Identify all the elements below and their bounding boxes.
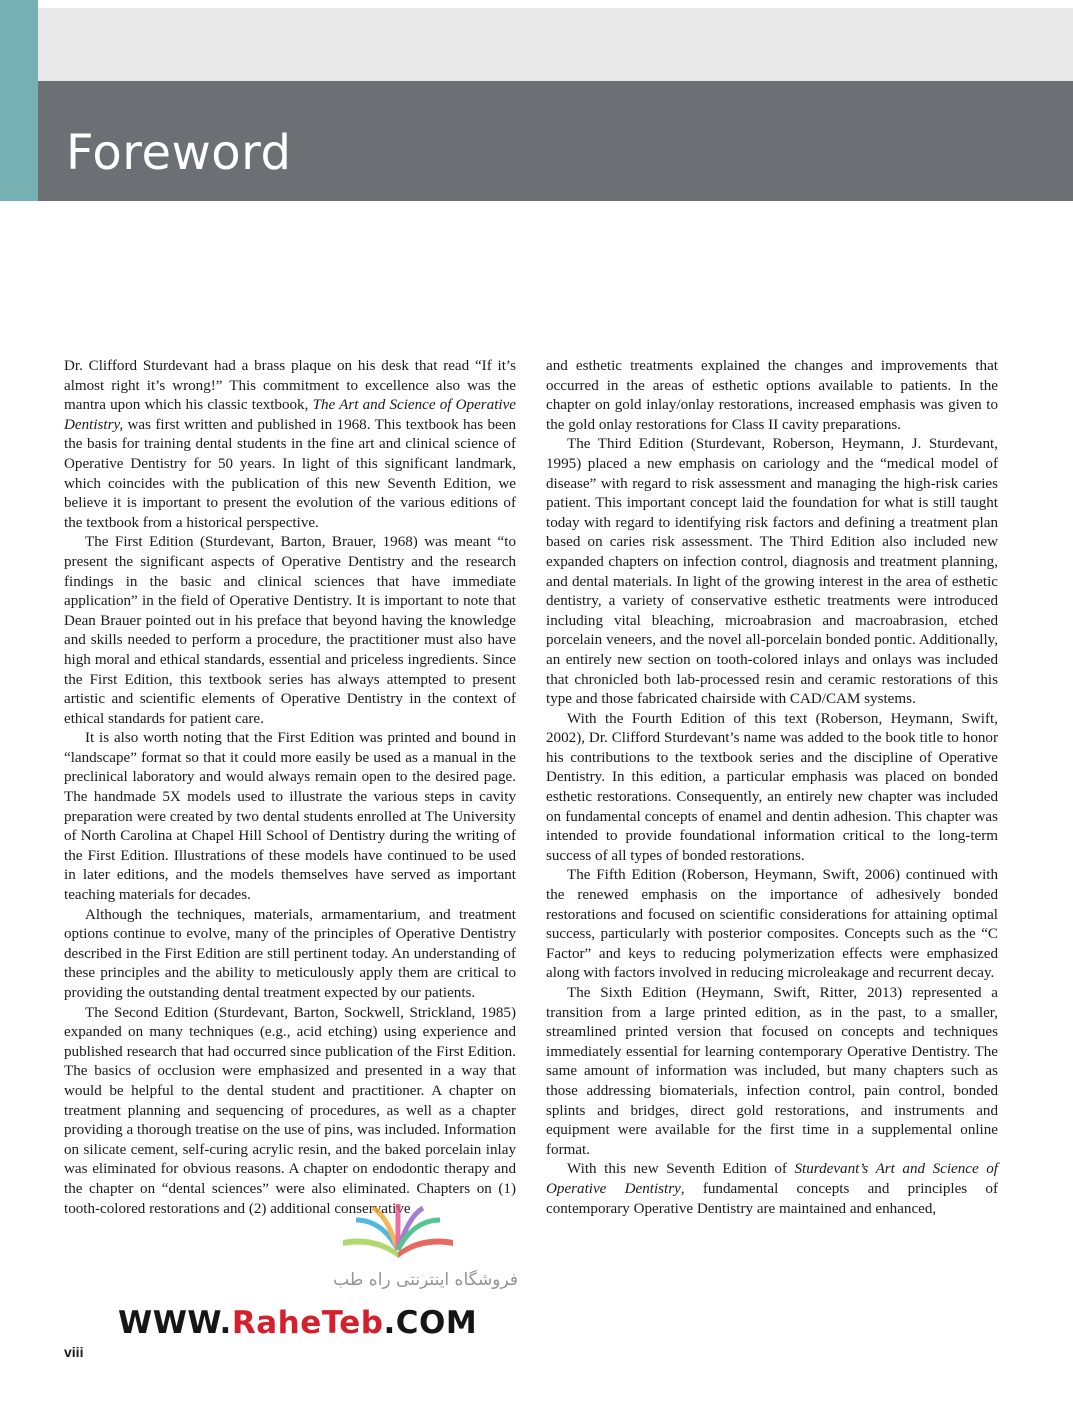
- paragraph: With this new Seventh Edition of Sturdevant’s Art and Science of Operative Dentistry, fundamental concepts and principles of contemporary Operative Dentistry are maintained and enhanced,: [546, 1161, 998, 1217]
- book-title: The Art and Science of Operative Dentistry,: [64, 397, 517, 433]
- watermark-url: WWW.RaheTeb.COM: [118, 1305, 478, 1341]
- page-number: viii: [64, 1344, 84, 1360]
- paragraph: The First Edition (Sturdevant, Barton, Brauer, 1968) was meant “to present the significant aspects of Operative Dentistry and the research findings in the basic and clinical sciences that have immediate application” in the field of Operative Dentistry. It is important to note that Dean Brauer pointed out in his preface that beyond having the knowledge and skills needed to perform a procedure, the practitioner must also have high moral and ethical standards, essential and priceless ingredients. Since the First Edition, this textbook series has always attempted to present artistic and scientific elements of Operative Dentistry in the context of ethical standards for patient care.: [64, 534, 516, 727]
- page-title: Foreword: [66, 125, 292, 181]
- paragraph: Dr. Clifford Sturdevant had a brass plaque on his desk that read “If it’s almost right it’s wrong!” This commitment to excellence also was the mantra upon which his classic textbook, The Art and Science of Operative Dentistry, was first written and published in 1968. This textbook has been the basis for training dental students in the fine art and clinical science of Operative Dentistry for 50 years. In light of this significant landmark, which coincides with the publication of this new Seventh Edition, we believe it is important to present the evolution of the various editions of the textbook from a historical perspective.: [64, 358, 517, 531]
- teal-accent-strip: [0, 0, 38, 201]
- paragraph: It is also worth noting that the First Edition was printed and bound in “landscape” format so that it could more easily be used as a manual in the preclinical laboratory and would always remain open to the desired page. The handmade 5X models used to illustrate the various steps in cavity preparation were created by two dental students enrolled at The University of North Carolina at Chapel Hill School of Dentistry during the writing of the First Edition. Illustrations of these models have continued to be used in later editions, and the models themselves have served as important teaching materials for decades.: [64, 730, 516, 904]
- watermark: [118, 1200, 518, 1350]
- paragraph: The Second Edition (Sturdevant, Barton, Sockwell, Strickland, 1985) expanded on many techniques (e.g., acid etching) using experience and published research that had occurred since publication of the First Edition. The basics of occlusion were emphasized and presented in a way that would be helpful to the dental student and practitioner. A chapter on treatment planning and sequencing of procedures, as well as a chapter providing a thorough treatise on the use of pins, was included. Information on silicate cement, self-curing acrylic resin, and the baked porcelain inlay was eliminated for obvious reasons. A chapter on endodontic therapy and the chapter on “dental sciences” were also eliminated. Chapters on (1) tooth-colored restorations and (2) additional conservative: [64, 1004, 516, 1217]
- right-column: [546, 357, 998, 1219]
- paragraph: Although the techniques, materials, armamentarium, and treatment options continue to evolve, many of the principles of Operative Dentistry described in the First Edition are still pertinent today. An understanding of these principles and the ability to meticulously apply them are critical to providing the outstanding dental treatment expected by our patients.: [64, 906, 516, 1001]
- left-column: [64, 357, 516, 1219]
- header-banner: [38, 81, 1073, 201]
- paragraph: The Fifth Edition (Roberson, Heymann, Swift, 2006) continued with the renewed emphasis on the importance of adhesively bonded restorations and focused on scientific considerations for attaining optimal success, particularly with posterior composites. Concepts such as the “C Factor” and keys to reducing polymerization effects were emphasized along with factors involved in reducing microleakage and recurrent decay.: [546, 867, 998, 982]
- paragraph: The Third Edition (Sturdevant, Roberson, Heymann, J. Sturdevant, 1995) placed a new emphasis on cariology and the “medical model of disease” with regard to risk assessment and managing the high-risk caries patient. This important concept laid the foundation for what is still taught today with regard to identifying risk factors and defining a treatment plan based on caries risk assessment. The Third Edition also included new expanded chapters on infection control, diagnosis and treatment planning, and dental materials. In light of the growing interest in the area of esthetic dentistry, a variety of conservative esthetic treatments were introduced including vital bleaching, microabrasion and macroabrasion, etched porcelain veneers, and the novel all-porcelain bonded pontic. Additionally, an entirely new section on tooth-colored inlays and onlays was included that chronicled both lab-processed resin and ceramic restorations of this type and those fabricated chairside with CAD/CAM systems.: [546, 436, 998, 708]
- paragraph: and esthetic treatments explained the changes and improvements that occurred in the areas of esthetic options available to patients. In the chapter on gold inlay/onlay restorations, increased emphasis was given to the gold onlay restorations for Class II cavity preparations.: [546, 358, 998, 433]
- paragraph: The Sixth Edition (Heymann, Swift, Ritter, 2013) represented a transition from a large printed edition, as in the past, to a smaller, streamlined printed version that focused on concepts and techniques immediately essential for learning contemporary Operative Dentistry. The same amount of information was included, but many chapters such as those addressing biomaterials, infection control, pain control, bonded splints and bridges, direct gold restorations, and instruments and equipment were available for the first time in a supplemental online format.: [546, 985, 998, 1158]
- book-title: Sturdevant’s Art and Science of Operative Dentistry: [546, 1161, 998, 1197]
- watermark-persian-text: فروشگاه اینترنتی راه طب: [333, 1270, 518, 1290]
- paragraph: With the Fourth Edition of this text (Roberson, Heymann, Swift, 2002), Dr. Clifford Sturdevant’s name was added to the book title to honor his contributions to the textbook series and the discipline of Operative Dentistry. In this edition, a particular emphasis was placed on bonded esthetic restorations. Consequently, an entirely new chapter was included on fundamental concepts of enamel and dentin adhesion. This chapter was intended to provide foundational information critical to the long-term success of all types of bonded restorations.: [546, 710, 998, 864]
- header-light-band: [38, 8, 1073, 81]
